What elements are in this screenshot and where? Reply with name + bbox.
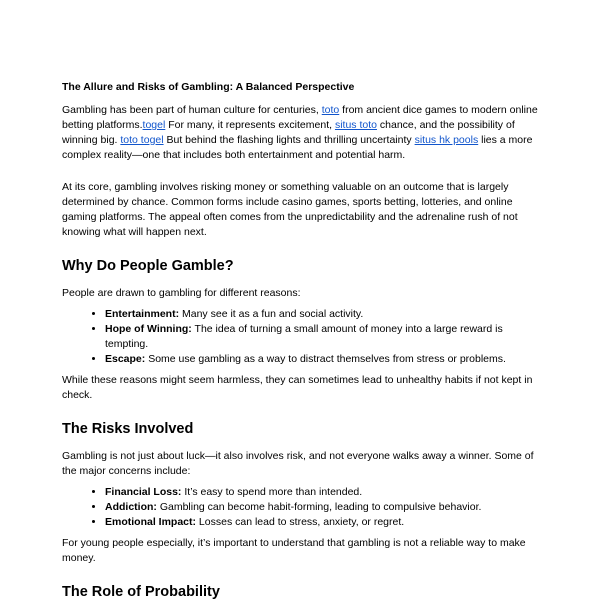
text-run: The idea of turning a small amount of money into a large reward is tempting. (105, 323, 503, 350)
risks-list (62, 485, 543, 530)
text-run: While these reasons might seem harmless, they can sometimes lead to unhealthy habits if not kept in check. (62, 374, 533, 401)
bullet-item (105, 500, 543, 515)
text-run: Losses can lead to stress, anxiety, or regret. (196, 516, 405, 528)
intro-paragraph (62, 103, 543, 163)
risks-intro-paragraph (62, 449, 543, 479)
bold-text-run: Escape: (105, 353, 146, 365)
bold-text-run: Financial Loss: (105, 486, 182, 498)
reasons-list (62, 307, 543, 367)
hyperlink[interactable]: toto togel (120, 134, 164, 146)
document-title: The Allure and Risks of Gambling: A Balanced Perspective (62, 81, 355, 93)
heading-why-do-people-gamble: Why Do People Gamble? (62, 258, 234, 274)
bullet-item (105, 515, 543, 530)
bullet-item (105, 307, 543, 322)
young-people-paragraph (62, 536, 543, 566)
hyperlink[interactable]: situs hk pools (414, 134, 479, 146)
text-run: People are drawn to gambling for different reasons: (62, 287, 301, 299)
text-run: Gambling has been part of human culture for centuries, (62, 104, 322, 116)
bullet-item (105, 485, 543, 500)
text-run: Gambling can become habit-forming, leading to compulsive behavior. (156, 501, 482, 513)
bullet-item (105, 352, 543, 367)
document-body (62, 80, 543, 612)
reasons-intro-paragraph (62, 286, 543, 301)
text-run: Gambling is not just about luck—it also involves risk, and not everyone walks away a winner. Some of the major concerns include: (62, 450, 534, 477)
bold-text-run: Hope of Winning: (105, 323, 192, 335)
document-blocks (62, 103, 543, 602)
text-run: It’s easy to spend more than intended. (181, 486, 363, 498)
bold-text-run: Entertainment: (105, 308, 180, 320)
text-run: lies a more complex reality—one that includes both entertainment and potential harm. (62, 134, 533, 161)
text-run: Many see it as a fun and social activity. (179, 308, 364, 320)
bullet-item (105, 322, 543, 352)
harmless-paragraph (62, 373, 543, 403)
core-paragraph (62, 180, 543, 240)
text-run: For many, it represents excitement, (165, 119, 335, 131)
hyperlink[interactable]: toto (321, 104, 340, 116)
text-run: Some use gambling as a way to distract themselves from stress or problems. (145, 353, 506, 365)
heading-the-risks-involved: The Risks Involved (62, 421, 194, 437)
bold-text-run: Emotional Impact: (105, 516, 197, 528)
heading-the-role-of-probability: The Role of Probability (62, 584, 220, 600)
hyperlink[interactable]: situs toto (334, 119, 377, 131)
text-run: But behind the flashing lights and thrilling uncertainty (163, 134, 415, 146)
text-run: from ancient dice games to modern online betting platforms. (62, 104, 538, 131)
text-run: chance, and the possibility of winning big. (62, 119, 515, 146)
text-run: For young people especially, it’s important to understand that gambling is not a reliable way to make money. (62, 537, 526, 564)
bold-text-run: Addiction: (105, 501, 157, 513)
text-run: At its core, gambling involves risking money or something valuable on an outcome that is largely determined by chance. Common forms include casino games, sports betting, lotteries, and online gaming platforms. The appeal often comes from the unpredictability and the adrenaline rush of not knowing what will happen next. (62, 181, 518, 238)
hyperlink[interactable]: togel (142, 119, 166, 131)
